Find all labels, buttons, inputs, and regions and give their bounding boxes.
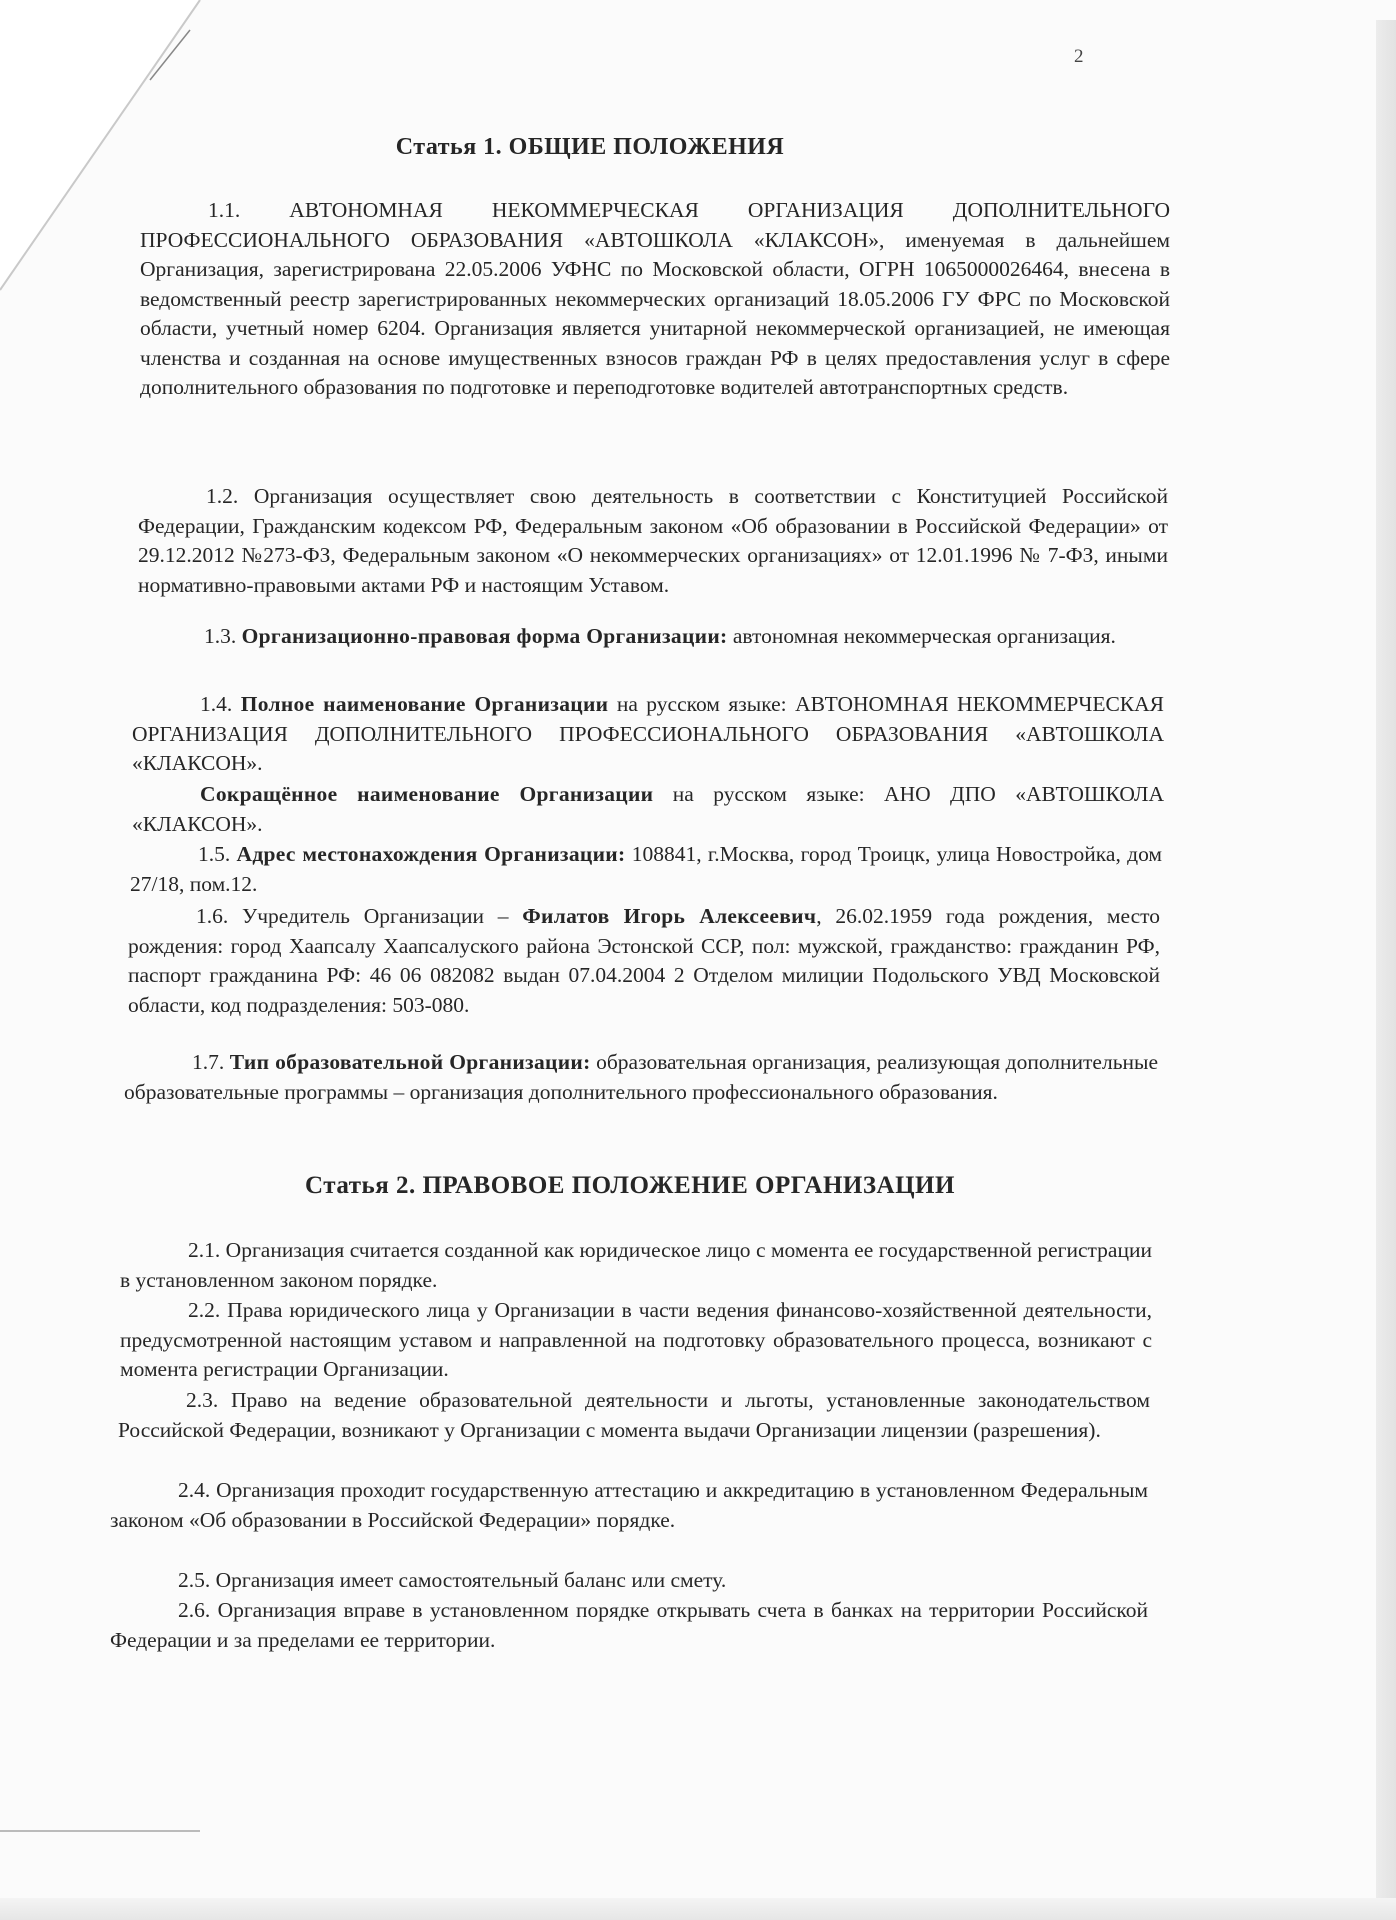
paragraph-1-5-text: 108841, г.Москва, город Троицк, улица Новостройка, дом 27/18, пом.12. bbox=[130, 842, 1163, 896]
article-2-title: Статья 2. ПРАВОВОЕ ПОЛОЖЕНИЕ ОРГАНИЗАЦИИ bbox=[305, 1172, 955, 1199]
paragraph-1-7-number: 1.7. bbox=[192, 1050, 225, 1074]
paragraph-1-4-text: на русском языке: АВТОНОМНАЯ НЕКОММЕРЧЕСКАЯ ОРГАНИЗАЦИЯ ДОПОЛНИТЕЛЬНОГО ПРОФЕССИОНАЛЬНОГО ОБРАЗОВАНИЯ «АВТОШКОЛА «КЛАКСОН». bbox=[132, 692, 1165, 775]
paragraph-2-3: 2.3. Право на ведение образовательной деятельности и льготы, установленные законодательством Российской Федерации, возникают у Организации с момента выдачи Организации лицензии (разрешения). bbox=[118, 1388, 1150, 1442]
page-number: 2 bbox=[1074, 46, 1084, 67]
paragraph-2-5: 2.5. Организация имеет самостоятельный баланс или смету. bbox=[178, 1568, 727, 1592]
paragraph-2-4: 2.4. Организация проходит государственную аттестацию и аккредитацию в установленном Федеральным законом «Об образовании в Российской Федерации» порядке. bbox=[110, 1478, 1148, 1532]
paragraph-1-3-number: 1.3. bbox=[204, 624, 237, 648]
paragraph-1-6-lead: 1.6. Учредитель Организации – bbox=[196, 904, 509, 928]
paragraph-1-3-text: автономная некоммерческая организация. bbox=[732, 624, 1116, 648]
paragraph-1-7-text: образовательная организация, реализующая дополнительные образовательные программы – организация дополнительного профессионального образования. bbox=[124, 1050, 1159, 1104]
paragraph-1-5 bbox=[130, 840, 1162, 899]
paragraph-1-4-number: 1.4. bbox=[200, 692, 233, 716]
paragraph-1-5-number: 1.5. bbox=[198, 842, 231, 866]
paragraph-2-2: 2.2. Права юридического лица у Организации в части ведения финансово-хозяйственной деятельности, предусмотренной настоящим уставом и направленной на подготовку образовательного процесса, возникают с момента регистрации Организации. bbox=[120, 1298, 1152, 1381]
paragraph-1-5-term: Адрес местонахождения Организации: bbox=[236, 842, 626, 866]
paragraph-2-6: 2.6. Организация вправе в установленном порядке открывать счета в банках на территории Российской Федерации и за пределами ее территории. bbox=[110, 1598, 1148, 1652]
paragraph-1-4-term: Полное наименование Организации bbox=[240, 692, 609, 716]
paragraph-1-7-term: Тип образовательной Организации: bbox=[229, 1050, 591, 1074]
paragraph-1-3 bbox=[136, 622, 1166, 652]
page-right-edge bbox=[1376, 20, 1396, 1920]
paragraph-1-3-term: Организационно-правовая форма Организации: bbox=[241, 624, 728, 648]
short-name-term: Сокращённое наименование Организации bbox=[200, 782, 654, 806]
short-name-text: на русском языке: АНО ДПО «АВТОШКОЛА «КЛАКСОН». bbox=[132, 782, 1164, 836]
paragraph-1-2: 1.2. Организация осуществляет свою деятельность в соответствии с Конституцией Российской Федерации, Гражданским кодексом РФ, Федеральным законом «Об образовании в Российской Федерации» от 29.12.2012 №273-ФЗ, Федеральным законом «О некоммерческих организациях» от 12.01.1996 № 7-ФЗ, иными нормативно-правовыми актами РФ и настоящим Уставом. bbox=[138, 484, 1168, 597]
paragraph-2-1: 2.1. Организация считается созданной как юридическое лицо с момента ее государственной регистрации в установленном законом порядке. bbox=[120, 1238, 1152, 1292]
page-bottom-edge bbox=[0, 1898, 1396, 1920]
paragraph-1-4-short-name bbox=[132, 780, 1164, 839]
paragraph-1-6 bbox=[128, 902, 1160, 1020]
paragraph-1-6-text: , 26.02.1959 года рождения, место рождения: город Хаапсалу Хаапсалуского района Эстонской ССР, пол: мужской, гражданство: гражданин РФ, паспорт гражданина РФ: 46 06 082082 выдан 07.04.2004 2 Отделом милиции Подольского УВД Московской области, код подразделения: 503-080. bbox=[128, 904, 1161, 1017]
article-1-title: Статья 1. ОБЩИЕ ПОЛОЖЕНИЯ bbox=[395, 134, 785, 160]
footer-divider bbox=[0, 1830, 200, 1832]
paragraph-1-7 bbox=[124, 1048, 1158, 1107]
paragraph-1-4 bbox=[132, 690, 1164, 779]
founder-name: Филатов Игорь Алексеевич bbox=[522, 904, 817, 928]
paragraph-1-1: 1.1. АВТОНОМНАЯ НЕКОММЕРЧЕСКАЯ ОРГАНИЗАЦИЯ ДОПОЛНИТЕЛЬНОГО ПРОФЕССИОНАЛЬНОГО ОБРАЗОВАНИЯ «АВТОШКОЛА «КЛАКСОН», именуемая в дальнейшем Организация, зарегистрирована 22.05.2006 УФНС по Московской области, ОГРН 1065000026464, внесена в ведомственный реестр зарегистрированных некоммерческих организаций 18.05.2006 ГУ ФРС по Московской области, учетный номер 6204. Организация является унитарной некоммерческой организацией, не имеющая членства и созданная на основе имущественных взносов граждан РФ в целях предоставления услуг в сфере дополнительного образования по подготовке и переподготовке водителей автотранспортных средств. bbox=[140, 198, 1170, 399]
